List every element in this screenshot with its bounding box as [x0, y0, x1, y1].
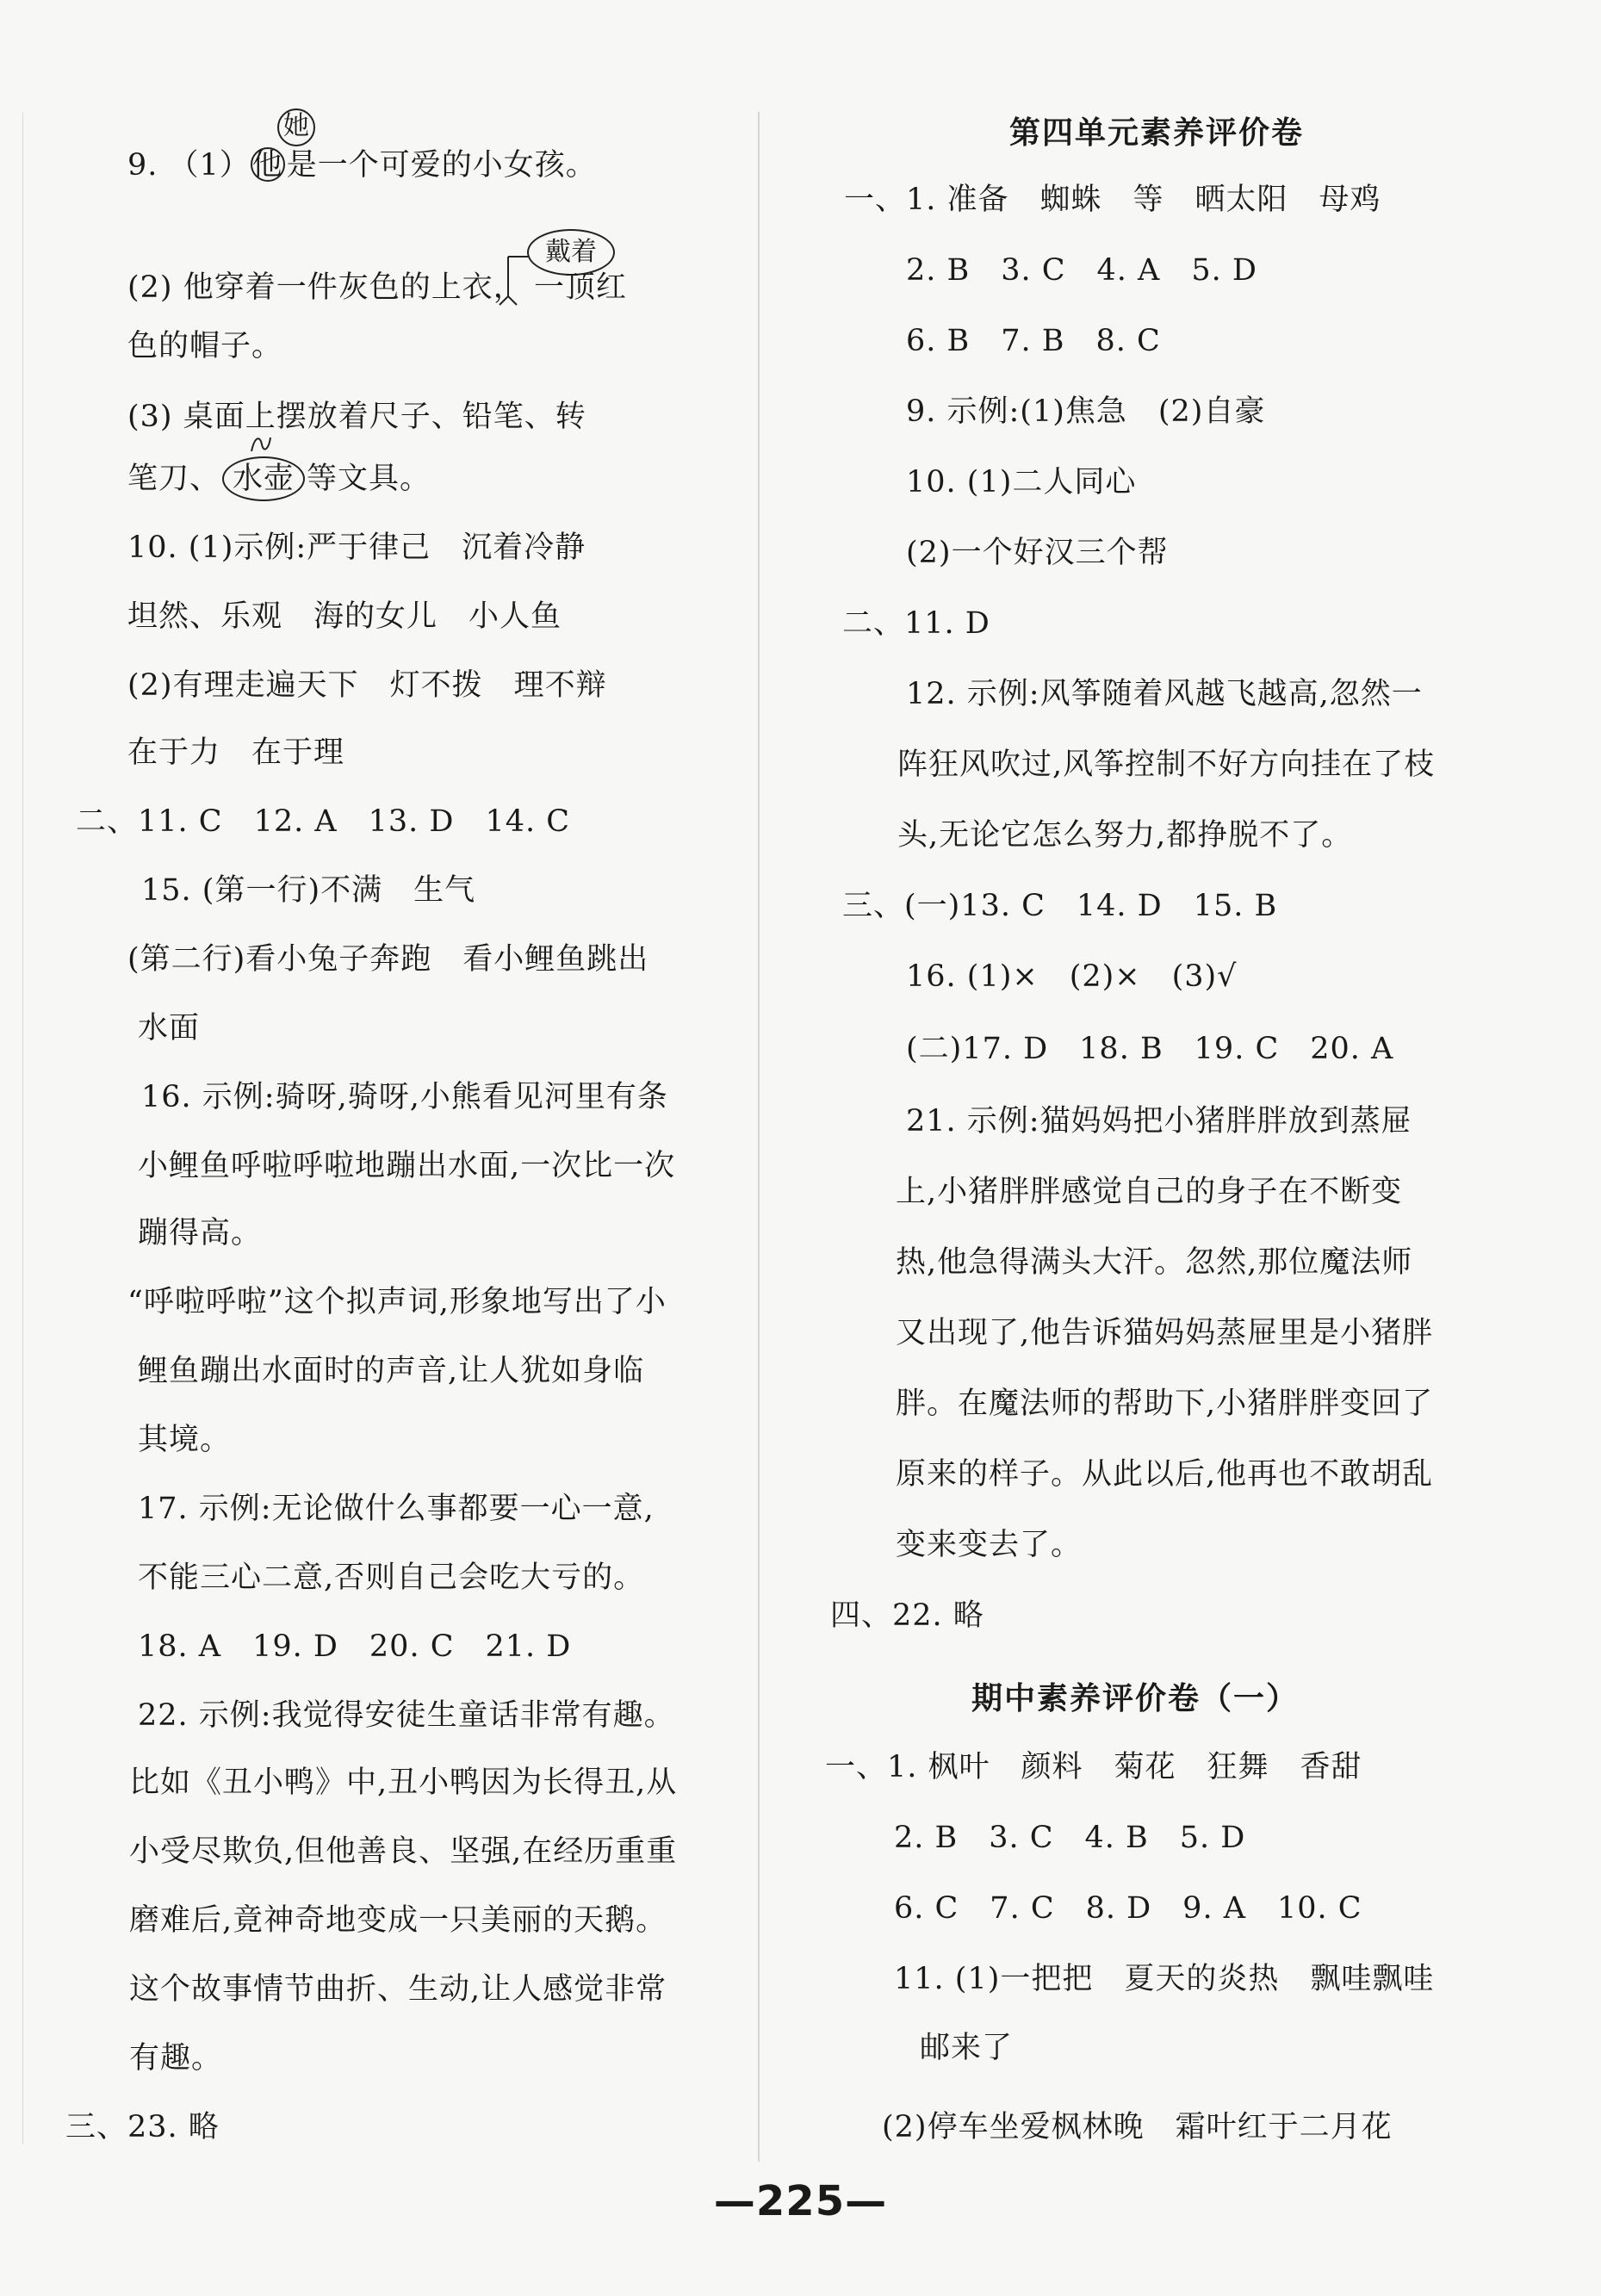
answer-line: 10. (1)示例:严于律己 沉着冷静	[127, 531, 586, 565]
answer-line: 18. A 19. D 20. C 21. D	[138, 1629, 572, 1664]
answer-line: 在于力 在于理	[127, 735, 345, 770]
answer-line: 坦然、乐观 海的女儿 小人鱼	[127, 599, 562, 634]
q9-part2-line1-tail	[534, 269, 627, 307]
answer-line: 四、22. 略	[830, 1598, 984, 1633]
answer-line: (2)停车坐爱枫林晚 霜叶红于二月花	[882, 2110, 1393, 2144]
q9-part3-line2	[127, 456, 431, 501]
page-number: —225—	[713, 2177, 888, 2225]
answer-line: 一、1. 准备 蜘蛛 等 晒太阳 母鸡	[844, 183, 1381, 217]
correction-she-mark	[277, 109, 315, 146]
answer-line: 上,小猪胖胖感觉自己的身子在不断变	[896, 1175, 1403, 1209]
answer-line: 2. B 3. C 4. A 5. D	[906, 253, 1257, 288]
deletion-mark-icon	[248, 432, 274, 455]
q9-part2-tail-text: 一顶红	[534, 270, 628, 305]
correction-she: 她	[283, 111, 309, 141]
q9-part1-rest: 是一个可爱的小女孩。	[286, 148, 597, 183]
answer-line: 蹦得高。	[138, 1216, 263, 1250]
answer-line: 一、1. 枫叶 颜料 菊花 狂舞 香甜	[825, 1750, 1362, 1784]
answer-line: 6. C 7. C 8. D 9. A 10. C	[894, 1891, 1362, 1926]
section-title-midterm: 期中素养评价卷（一）	[971, 1681, 1300, 1716]
answer-line: 这个故事情节曲折、生动,让人感觉非常	[129, 1972, 667, 2007]
answer-line: 22. 示例:我觉得安徒生童话非常有趣。	[138, 1698, 675, 1733]
answer-line: 水面	[138, 1011, 201, 1046]
answer-line: 鲤鱼蹦出水面时的声音,让人犹如身临	[138, 1354, 645, 1388]
answer-line: 21. 示例:猫妈妈把小猪胖胖放到蒸屉	[906, 1104, 1412, 1139]
q9-part2-line1	[127, 269, 524, 307]
answer-line: “呼啦呼啦”这个拟声词,形象地写出了小	[127, 1285, 667, 1319]
answer-line: 变来变去了。	[896, 1528, 1083, 1562]
answer-line: 有趣。	[129, 2041, 223, 2076]
answer-line: 15. (第一行)不满 生气	[141, 873, 476, 908]
answer-line: 头,无论它怎么努力,都挣脱不了。	[897, 818, 1353, 853]
answer-line: 小受尽欺负,但他善良、坚强,在经历重重	[129, 1834, 678, 1869]
answer-line: 11. (1)一把把 夏天的炎热 飘哇飘哇	[894, 1962, 1435, 1996]
answer-line: 比如《丑小鸭》中,丑小鸭因为长得丑,从	[129, 1765, 678, 1800]
q9-part2-line2: 色的帽子。	[127, 329, 283, 363]
answer-line: (2)有理走遍天下 灯不拨 理不辩	[127, 668, 607, 703]
column-divider	[758, 112, 760, 2162]
answer-line: 三、(一)13. C 14. D 15. B	[842, 889, 1278, 923]
answer-line: (2)一个好汉三个帮	[906, 536, 1169, 570]
circled-wrong-char: 他	[251, 148, 283, 183]
circled-word-water-pot: 水壶	[222, 456, 305, 501]
answer-line: 16. (1)× (2)× (3)√	[906, 959, 1238, 994]
answer-line: 9. 示例:(1)焦急 (2)自豪	[906, 394, 1266, 429]
answer-line: 胖。在魔法师的帮助下,小猪胖胖变回了	[896, 1387, 1434, 1421]
answer-line: 12. 示例:风筝随着风越飞越高,忽然一	[906, 677, 1423, 711]
answer-line: 热,他急得满头大汗。忽然,那位魔法师	[896, 1245, 1413, 1280]
answer-line: 其境。	[138, 1423, 232, 1457]
answer-line: 小鲤鱼呼啦呼啦地蹦出水面,一次比一次	[138, 1149, 676, 1183]
answer-line: 10. (1)二人同心	[906, 465, 1137, 500]
q9-part3-line2-a: 笔刀、	[127, 462, 221, 496]
answer-line: 2. B 3. C 4. B 5. D	[894, 1821, 1246, 1855]
section-title-unit4: 第四单元素养评价卷	[1009, 115, 1305, 151]
q9-part1-prefix: 9. （1）	[127, 148, 251, 183]
answer-line: 6. B 7. B 8. C	[906, 324, 1161, 358]
q9-part3-line2-b: 等文具。	[307, 462, 431, 496]
answer-line: 磨难后,竟神奇地变成一只美丽的天鹅。	[129, 1903, 667, 1938]
answer-line: (第二行)看小兔子奔跑 看小鲤鱼跳出	[127, 942, 649, 977]
q9-part3-line1: (3) 桌面上摆放着尺子、铅笔、转	[127, 400, 586, 434]
answer-line: 二、11. D	[842, 606, 990, 641]
answer-line: 二、11. C 12. A 13. D 14. C	[76, 804, 571, 839]
answer-line: 17. 示例:无论做什么事都要一心一意,	[138, 1492, 655, 1526]
answer-line: 不能三心二意,否则自己会吃大亏的。	[138, 1561, 645, 1595]
left-margin-rule	[22, 112, 23, 2144]
answer-line: 16. 示例:骑呀,骑呀,小熊看见河里有条	[141, 1080, 668, 1114]
answer-line: 又出现了,他告诉猫妈妈蒸屉里是小猪胖	[896, 1316, 1434, 1350]
q9-part1	[127, 146, 597, 184]
answer-line: (二)17. D 18. B 19. C 20. A	[906, 1032, 1394, 1066]
answer-line: 阵狂风吹过,风筝控制不好方向挂在了枝	[897, 748, 1436, 782]
answer-line: 原来的样子。从此以后,他再也不敢胡乱	[896, 1457, 1434, 1492]
q9-part2-line1-text: (2) 他穿着一件灰色的上衣，	[127, 270, 524, 305]
correction-wearing: 戴着	[545, 237, 597, 267]
answer-line: 三、23. 略	[65, 2110, 220, 2144]
answer-line: 邮来了	[920, 2031, 1014, 2065]
